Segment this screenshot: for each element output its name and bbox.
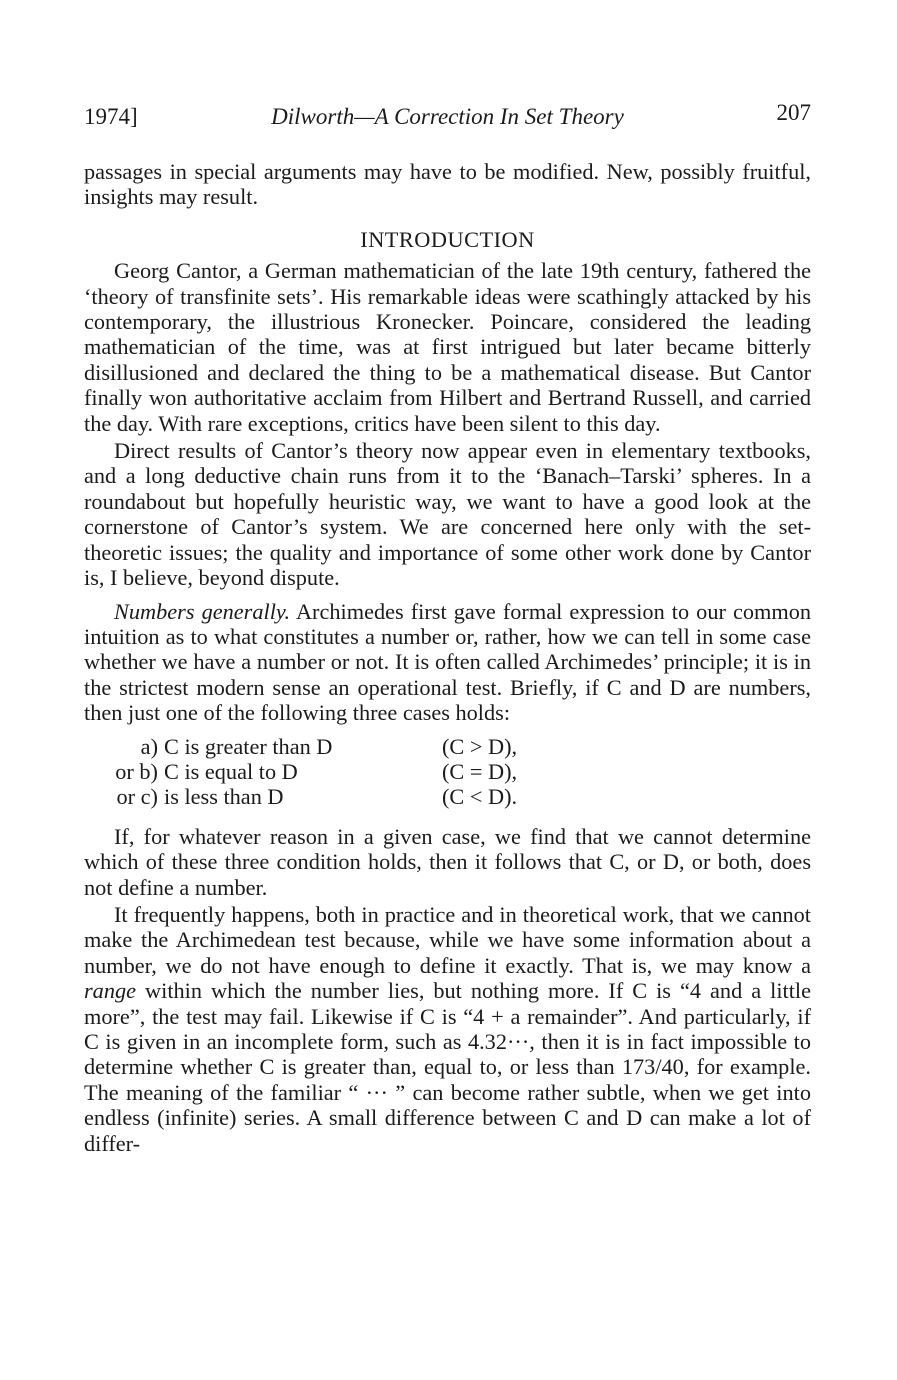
case-formula: (C > D),: [442, 733, 518, 759]
case-prefix: or b): [115, 758, 158, 784]
case-prefix: or c): [116, 784, 158, 810]
case-text: C is equal to D: [164, 758, 298, 784]
case-list: [84, 734, 811, 810]
case-prefix: a): [140, 733, 158, 759]
article-body: [84, 159, 811, 1156]
paragraph-archimedean-test: [84, 902, 811, 1156]
case-formula: (C < D).: [442, 784, 518, 810]
paragraph-cantor-results: Direct results of Cantor’s theory now appear even in elementary textbooks, and a long deductive chain runs from it to the ‘Banach–Tarski’ spheres. In a roundabout but hopefully heuristic way, we want to have a good look at the cornerstone of Cantor’s system. We are concerned here only with the set-theoretic issues; the quality and importance of some other work done by Cantor is, I believe, beyond dispute.: [84, 438, 811, 591]
emphasis-range: range: [84, 978, 137, 1004]
continuation-paragraph: passages in special arguments may have to be modified. New, possibly fruitful, insights may result.: [84, 159, 811, 210]
paragraph-undetermined: If, for whatever reason in a given case, we find that we cannot determine which of these three condition holds, then it follows that C, or D, or both, does not define a number.: [84, 823, 811, 900]
case-formula: (C = D),: [442, 758, 518, 784]
running-title: Dilworth—A Correction In Set Theory: [271, 104, 624, 129]
paragraph-numbers-generally: [84, 599, 811, 726]
run-in-heading: Numbers generally.: [114, 598, 291, 624]
case-item: [84, 734, 811, 759]
case-item: [84, 759, 811, 784]
section-heading: INTRODUCTION: [360, 226, 535, 252]
case-item: [84, 784, 811, 809]
case-text: is less than D: [164, 784, 284, 810]
page-number: 207: [776, 100, 811, 125]
running-header: [84, 100, 811, 136]
paragraph-archimedes: Archimedes first gave formal expression to our common intuition as to what constitutes a number or, rather, how we can tell in some case whether we have a number or not. It is often called Archimedes’ principle; it is in the strictest modern sense an operational test. Briefly, if C and D are numbers, then just one of the following three cases holds:: [84, 598, 811, 726]
paragraph-text-start: It frequently happens, both in practice and in theoretical work, that we cannot make the Archimedean test because, while we have some information about a number, we do not have enough to define it exactly. That is, we may know a: [84, 901, 811, 978]
paragraph-text-end: within which the number lies, but nothing more. If C is “4 and a little more”, the test may fail. Likewise if C is “4 + a remainder”. And particularly, if C is given in an incomplete form, such as 4.32···, then it is in fact impossible to determine whether C is greater than, equal to, or less than 173/40, for example. The meaning of the familiar “ ··· ” can become rather subtle, when we get into endless (infinite) series. A small difference between C and D can make a lot of differ-: [84, 978, 811, 1156]
paragraph-cantor-history: Georg Cantor, a German mathematician of the late 19th century, fathered the ‘theory of transfinite sets’. His remarkable ideas were scathingly attacked by his contemporary, the illustrious Kronecker. Poincare, considered the leading mathematician of the time, was at first intrigued but later became bitterly disillusioned and declared the thing to be a mathematical disease. But Cantor finally won authoritative acclaim from Hilbert and Bertrand Russell, and carried the day. With rare exceptions, critics have been silent to this day.: [84, 258, 811, 436]
header-year: 1974]: [84, 104, 138, 129]
case-text: C is greater than D: [164, 733, 333, 759]
